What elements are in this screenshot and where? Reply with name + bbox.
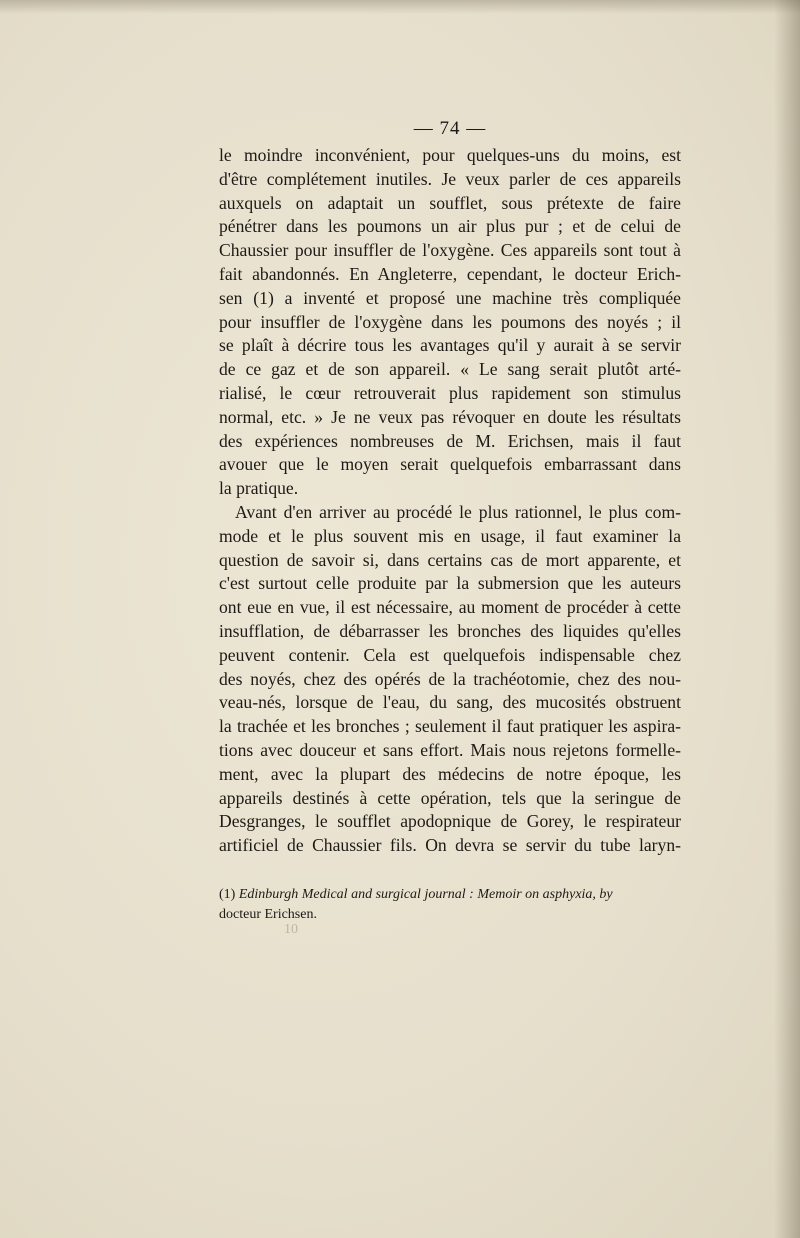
text-line: des noyés, chez des opérés de la trachéotomie, chez des nou- bbox=[219, 668, 681, 689]
text-line: d'être complétement inutiles. Je veux parler de ces appareils bbox=[219, 168, 681, 189]
text-line: rialisé, le cœur retrouverait plus rapidement son stimulus bbox=[219, 382, 681, 403]
text-line: Chaussier pour insuffler de l'oxygène. Ces appareils sont tout à bbox=[219, 240, 681, 261]
text-line: pour insuffler de l'oxygène dans les poumons des noyés ; il bbox=[219, 311, 681, 332]
text-line: le moindre inconvénient, pour quelques-uns du moins, est bbox=[219, 145, 681, 165]
text-line: sen (1) a inventé et proposé une machine très compliquée bbox=[219, 287, 681, 308]
text-line: de ce gaz et de son appareil. « Le sang serait plutôt arté- bbox=[219, 359, 681, 380]
text-line: avouer que le moyen serait quelquefois embarrassant dans bbox=[219, 454, 681, 475]
text-line: c'est surtout celle produite par la submersion que les auteurs bbox=[219, 573, 681, 594]
faint-page-mark: 10 bbox=[284, 922, 298, 937]
text-line: appareils destinés à cette opération, tels que la seringue de bbox=[219, 787, 681, 808]
text-line: tions avec douceur et sans effort. Mais nous rejetons formelle- bbox=[219, 739, 681, 760]
page-right-shadow bbox=[774, 0, 800, 1238]
footnote-citation: Edinburgh Medical and surgical journal : Memoir on asphyxia, by bbox=[238, 887, 613, 902]
page-number: — 74 — bbox=[413, 118, 487, 139]
page-top-shadow bbox=[0, 0, 800, 14]
text-line: pénétrer dans les poumons un air plus pur ; et de celui de bbox=[219, 216, 681, 237]
text-line: insufflation, de débarrasser les bronches des liquides qu'elles bbox=[219, 620, 681, 641]
text-line: se plaît à décrire tous les avantages qu'il y aurait à se servir bbox=[219, 335, 681, 356]
text-line: mode et le plus souvent mis en usage, il faut examiner la bbox=[219, 525, 681, 546]
text-line: veau-nés, lorsque de l'eau, du sang, des mucosités obstruent bbox=[219, 692, 681, 713]
text-line: des expériences nombreuses de M. Erichsen, mais il faut bbox=[219, 430, 681, 451]
text-line: question de savoir si, dans certains cas de mort apparente, et bbox=[219, 549, 681, 570]
body-text bbox=[219, 144, 681, 858]
text-line: Avant d'en arriver au procédé le plus rationnel, le plus com- bbox=[235, 501, 681, 522]
text-line: la pratique. bbox=[219, 478, 299, 499]
text-line: ont eue en vue, il est nécessaire, au moment de procéder à cette bbox=[219, 597, 681, 618]
text-line: auxquels on adaptait un soufflet, sous prétexte de faire bbox=[219, 192, 681, 213]
footnote-continuation: docteur Erichsen. bbox=[219, 907, 317, 922]
footnote-line bbox=[219, 885, 689, 905]
text-line: la trachée et les bronches ; seulement il faut pratiquer les aspira- bbox=[219, 716, 681, 737]
text-line: artificiel de Chaussier fils. On devra se servir du tube laryn- bbox=[219, 835, 681, 856]
text-line: Desgranges, le soufflet apodopnique de Gorey, le respirateur bbox=[219, 811, 681, 832]
text-line: fait abandonnés. En Angleterre, cependant, le docteur Erich- bbox=[219, 263, 681, 284]
text-line: peuvent contenir. Cela est quelquefois indispensable chez bbox=[219, 644, 681, 665]
footnote-mark: (1) bbox=[219, 887, 236, 902]
text-line: normal, etc. » Je ne veux pas révoquer en doute les résultats bbox=[219, 406, 681, 427]
footnote bbox=[219, 885, 689, 925]
text-line: ment, avec la plupart des médecins de notre époque, les bbox=[219, 763, 681, 784]
